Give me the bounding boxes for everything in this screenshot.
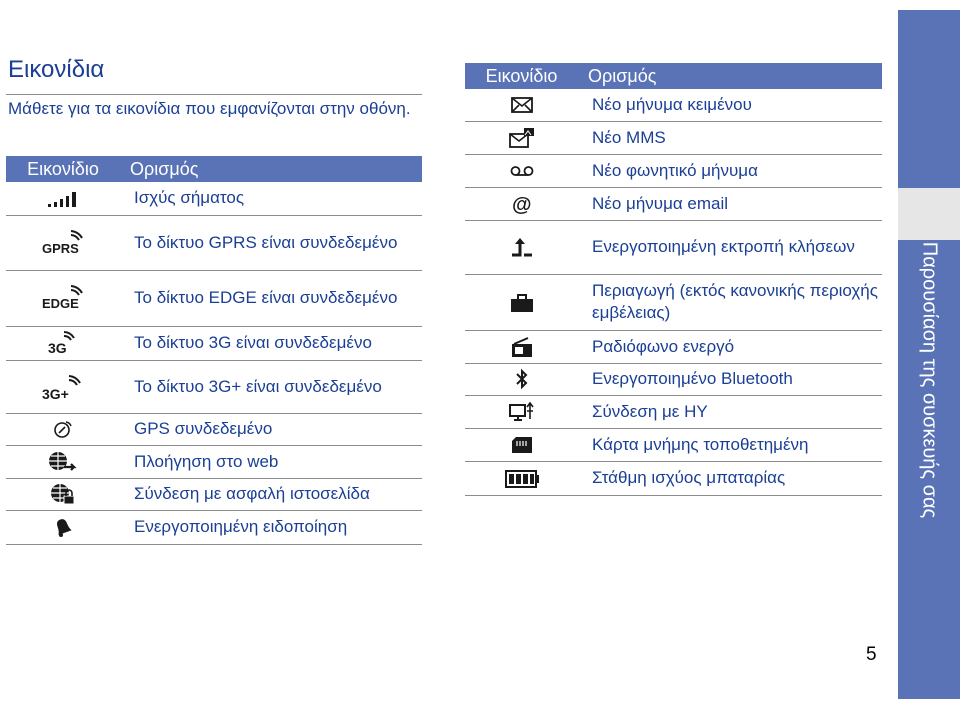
- table-row: [465, 220, 882, 274]
- header-definition: Ορισμός: [120, 156, 422, 182]
- definition-cell: Ενεργοποιημένη ειδοποίηση: [120, 510, 422, 544]
- table-row: [6, 445, 422, 478]
- table-row: [6, 478, 422, 510]
- definition-cell: Νέο MMS: [578, 121, 882, 154]
- gprs-icon: [41, 229, 85, 257]
- header-icon: Εικονίδιο: [465, 63, 578, 89]
- definition-cell: Σύνδεση με ασφαλή ιστοσελίδα: [120, 478, 422, 510]
- icons-table-right: [465, 63, 882, 496]
- roaming-briefcase-icon: [510, 293, 534, 313]
- table-row: [465, 428, 882, 461]
- definition-cell: Το δίκτυο EDGE είναι συνδεδεμένο: [120, 270, 422, 326]
- header-icon: Εικονίδιο: [6, 156, 120, 182]
- definition-cell: Σύνδεση με ΗΥ: [578, 395, 882, 428]
- definition-cell: Το δίκτυο GPRS είναι συνδεδεμένο: [120, 215, 422, 270]
- definition-cell: Νέο μήνυμα κειμένου: [578, 89, 882, 121]
- definition-cell: Ενεργοποιημένο Bluetooth: [578, 363, 882, 395]
- 3g-icon: [46, 330, 80, 356]
- table-row: [6, 326, 422, 360]
- signal-strength-icon: [47, 190, 79, 208]
- header-definition: Ορισμός: [578, 63, 882, 89]
- definition-cell: Νέο φωνητικό μήνυμα: [578, 154, 882, 187]
- gps-icon: [52, 418, 74, 440]
- table-row: [6, 270, 422, 326]
- svg-text:EDGE: EDGE: [42, 296, 79, 311]
- edge-icon: [41, 284, 85, 312]
- web-browsing-icon: [47, 450, 79, 474]
- definition-cell: GPS συνδεδεμένο: [120, 413, 422, 445]
- table-row: [465, 121, 882, 154]
- table-row: [6, 510, 422, 544]
- definition-cell: Το δίκτυο 3G είναι συνδεδεμένο: [120, 326, 422, 360]
- table-row: [6, 215, 422, 270]
- voicemail-icon: [510, 165, 534, 177]
- title-divider: [6, 94, 422, 95]
- table-row: [465, 89, 882, 121]
- email-at-icon: [511, 193, 533, 215]
- table-header-row: [465, 63, 882, 89]
- definition-cell: Ισχύς σήματος: [120, 182, 422, 215]
- table-row: [6, 413, 422, 445]
- definition-cell: Ραδιόφωνο ενεργό: [578, 330, 882, 363]
- table-row: [465, 330, 882, 363]
- definition-cell: Πλοήγηση στο web: [120, 445, 422, 478]
- table-row: [465, 187, 882, 220]
- page-title: Εικονίδια: [8, 56, 105, 83]
- text-message-icon: [511, 97, 533, 113]
- table-row: [465, 395, 882, 428]
- table-row: [6, 360, 422, 413]
- memory-card-icon: [511, 436, 533, 454]
- svg-text:GPRS: GPRS: [42, 240, 79, 256]
- svg-text:@: @: [511, 193, 532, 215]
- table-header-row: [6, 156, 422, 182]
- radio-icon: [510, 336, 534, 358]
- call-forward-icon: [510, 235, 534, 259]
- svg-text:3G: 3G: [48, 340, 67, 356]
- 3g-plus-icon: [41, 372, 85, 402]
- table-row: [6, 182, 422, 215]
- definition-cell: Στάθμη ισχύος μπαταρίας: [578, 461, 882, 495]
- svg-text:3G+: 3G+: [42, 385, 69, 402]
- icons-table-left: [6, 156, 422, 545]
- definition-cell: Περιαγωγή (εκτός κανονικής περιοχής εμβέλειας): [578, 274, 882, 330]
- definition-cell: Το δίκτυο 3G+ είναι συνδεδεμένο: [120, 360, 422, 413]
- definition-cell: Κάρτα μνήμης τοποθετημένη: [578, 428, 882, 461]
- table-row: [465, 274, 882, 330]
- table-row: [465, 461, 882, 495]
- page-number: 5: [866, 644, 877, 665]
- notification-bell-icon: [51, 515, 75, 539]
- intro-text: Μάθετε για τα εικονίδια που εμφανίζονται στην οθόνη.: [8, 99, 411, 118]
- pc-connection-icon: [509, 401, 535, 423]
- bluetooth-icon: [514, 368, 530, 390]
- definition-cell: Ενεργοποιημένη εκτροπή κλήσεων: [578, 220, 882, 274]
- battery-icon: [505, 470, 539, 488]
- definition-cell: Νέο μήνυμα email: [578, 187, 882, 220]
- side-tab-label: Παρουσίαση της συσκευής σας: [918, 241, 941, 519]
- table-row: [465, 154, 882, 187]
- table-row: [465, 363, 882, 395]
- mms-icon: [509, 127, 535, 149]
- secure-web-icon: [49, 482, 77, 506]
